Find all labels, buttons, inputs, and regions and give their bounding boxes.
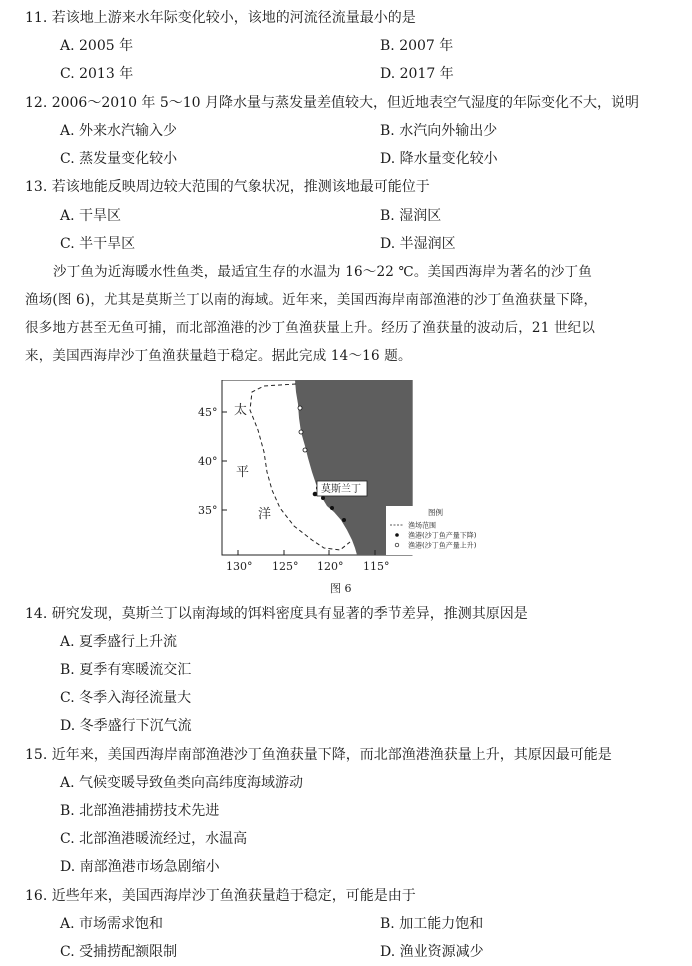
q15-option-b[interactable]: B. 北部渔港捕捞技术先进	[60, 803, 220, 819]
q13-option-d[interactable]: D. 半湿润区	[380, 236, 456, 252]
q13-option-a[interactable]: A. 干旱区	[60, 208, 122, 224]
q12-option-a[interactable]: A. 外来水汽输入少	[60, 123, 178, 139]
passage-line: 很多地方甚至无鱼可捕，而北部渔港的沙丁鱼渔获量上升。经历了渔获量的波动后，21 世纪以	[25, 320, 596, 336]
lat-label: 40°	[198, 455, 218, 468]
lat-label: 35°	[198, 504, 218, 517]
q15-option-a[interactable]: A. 气候变暖导致鱼类向高纬度海域游动	[60, 775, 304, 791]
q13-option-b[interactable]: B. 湿润区	[380, 208, 442, 224]
lon-label: 120°	[317, 560, 344, 573]
harbour-rising-marker	[303, 448, 307, 452]
harbour-declining-marker	[321, 496, 325, 500]
q13-option-c[interactable]: C. 半干旱区	[60, 236, 136, 252]
q14-option-c[interactable]: C. 冬季入海径流量大	[60, 690, 192, 706]
q11-option-c[interactable]: C. 2013 年	[60, 66, 134, 82]
ocean-char-1: 太	[234, 403, 248, 418]
passage-line: 来，美国西海岸沙丁鱼渔获量趋于稳定。据此完成 14～16 题。	[25, 348, 412, 364]
passage-line: 沙丁鱼为近海暖水性鱼类，最适宜生存的水温为 16～22 ℃。美国西海岸为著名的沙丁鱼	[53, 264, 592, 280]
figure-caption: 图 6	[330, 582, 352, 595]
q14-option-b[interactable]: B. 夏季有寒暖流交汇	[60, 662, 192, 678]
passage	[25, 258, 670, 370]
figure-6-map	[192, 380, 512, 575]
q11-option-b[interactable]: B. 2007 年	[380, 38, 454, 54]
harbour-rising-marker	[298, 406, 302, 410]
q14-option-d[interactable]: D. 冬季盛行下沉气流	[60, 718, 192, 734]
passage-line: 渔场(图 6)，尤其是莫斯兰丁以南的海域。近年来，美国西海岸南部渔港的沙丁鱼渔获量下降，	[25, 292, 598, 308]
q12-option-c[interactable]: C. 蒸发量变化较小	[60, 151, 178, 167]
ocean-char-3: 洋	[258, 507, 272, 522]
legend-open-dot-icon	[395, 543, 399, 547]
lon-label: 125°	[272, 560, 299, 573]
q12-option-b[interactable]: B. 水汽向外输出少	[380, 123, 498, 139]
q16-option-a[interactable]: A. 市场需求饱和	[60, 916, 164, 932]
legend-item: 渔港(沙丁鱼产量下降)	[408, 531, 477, 540]
harbour-declining-marker	[342, 518, 346, 522]
q11-option-a[interactable]: A. 2005 年	[60, 38, 134, 54]
question-11-stem: 11. 若该地上游来水年际变化较小，该地的河流径流量最小的是	[25, 10, 416, 26]
legend-item: 渔场范围	[408, 521, 436, 530]
question-15-stem: 15. 近年来，美国西海岸南部渔港沙丁鱼渔获量下降，而北部渔港渔获量上升，其原因最可能是	[25, 747, 612, 763]
moss-landing-label: 莫斯兰丁	[321, 484, 361, 495]
harbour-declining-marker	[330, 506, 334, 510]
harbour-rising-marker	[299, 430, 303, 434]
question-14-stem: 14. 研究发现，莫斯兰丁以南海域的饵料密度具有显著的季节差异，推测其原因是	[25, 606, 528, 622]
ocean-char-2: 平	[236, 465, 250, 480]
lon-label: 115°	[363, 560, 390, 573]
question-12-stem: 12. 2006～2010 年 5～10 月降水量与蒸发量差值较大，但近地表空气湿度的年际变化不大，说明	[25, 95, 640, 111]
q15-option-d[interactable]: D. 南部渔港市场急剧缩小	[60, 859, 220, 875]
q16-option-b[interactable]: B. 加工能力饱和	[380, 916, 484, 932]
q16-option-d[interactable]: D. 渔业资源减少	[380, 944, 484, 960]
q15-option-c[interactable]: C. 北部渔港暖流经过，水温高	[60, 831, 248, 847]
lon-label: 130°	[226, 560, 253, 573]
q16-option-c[interactable]: C. 受捕捞配额限制	[60, 944, 178, 960]
legend-filled-dot-icon	[395, 533, 399, 537]
q12-option-d[interactable]: D. 降水量变化较小	[380, 151, 498, 167]
question-16-stem: 16. 近些年来，美国西海岸沙丁鱼渔获量趋于稳定，可能是由于	[25, 888, 416, 904]
legend-item: 渔港(沙丁鱼产量上升)	[408, 541, 477, 550]
question-13-stem: 13. 若该地能反映周边较大范围的气象状况，推测该地最可能位于	[25, 179, 430, 195]
q11-option-d[interactable]: D. 2017 年	[380, 66, 454, 82]
q14-option-a[interactable]: A. 夏季盛行上升流	[60, 634, 178, 650]
legend-title: 图例	[428, 508, 443, 517]
lat-label: 45°	[198, 406, 218, 419]
